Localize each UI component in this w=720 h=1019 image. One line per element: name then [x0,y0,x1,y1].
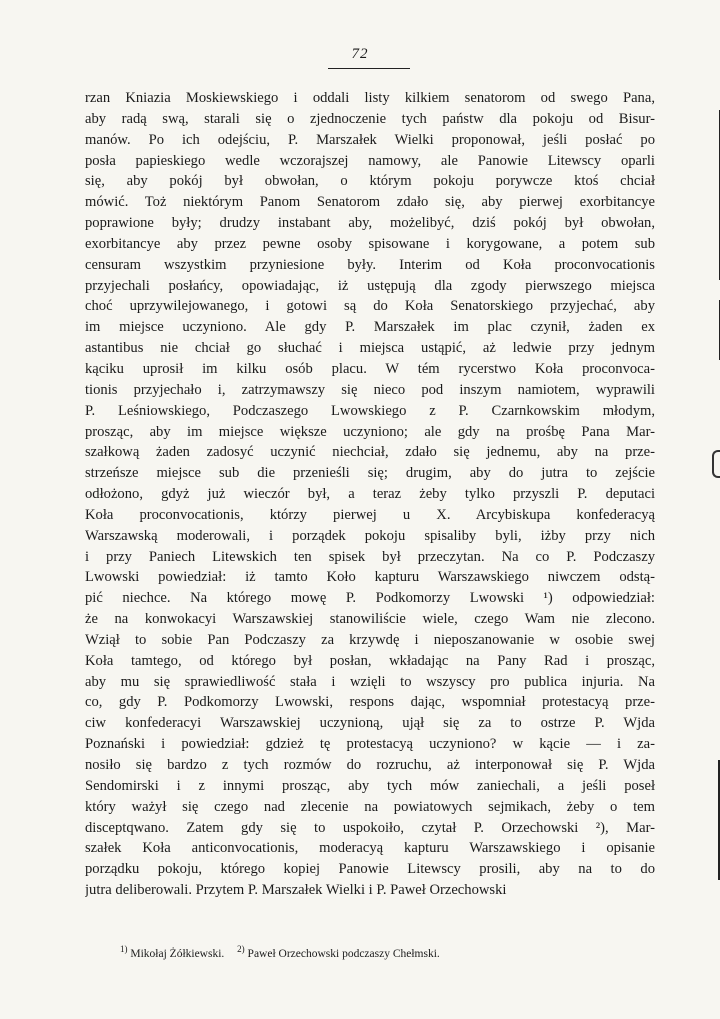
text-line: szałek Koła anticonvocationis, moderacyą kapturu Warszawskiego i opisanie [85,840,655,857]
body-text [85,88,655,901]
text-line: pić niechce. Na którego mowę P. Podkomorzy Lwowski ¹) odpowiedział: [85,590,655,607]
text-line: nosiło się bardzo z tych rozmów do rozruchu, aż interponował się P. Wjda [85,757,655,773]
text-line: censuram wszystkim przyniesione były. Interim od Koła proconvocationis [85,256,655,273]
page-edge-marks [714,0,720,1019]
text-line: choć uprzywilejowanego, i gotowi są do Koła Senatorskiego przyjechać, aby [85,298,655,315]
text-line: posła papieskiego wedle wczorajszej namowy, ale Panowie Litewscy oparli [85,152,655,169]
text-line: i przy Paniech Litewskich ten spisek był przeczytan. Na co P. Podczaszy [85,548,655,565]
text-line: przyjechali posłańcy, opowiadając, iż ustępują dla zgody pierwszego miejsca [85,277,655,294]
page-number: 72 [351,46,369,62]
text-line: Wziął to sobie Pan Podczaszy za krzywdę i nieposzanowanie w osobie swej [85,631,655,648]
text-line: Poznański i powiedział: gdzież tę protestacyą uczyniono? w kącie — i za- [85,736,655,753]
footnotes [120,944,640,960]
text-line: że na konwokacyi Warszawskiej stanowiliście wiele, czego Wam nie zlecono. [85,611,655,628]
text-line: szałkową żaden zadosyć uczynić niechciał, zdało się jednemu, aby na prze- [85,444,655,461]
text-line: Sendomirski i z innymi prosząc, aby tych mów zaniechali, a jeśli poseł [85,777,655,794]
footnote-1 [120,944,225,960]
text-line: porządku pokoju, którego kopiej Panowie Litewscy prosili, aby na to do [85,861,655,878]
binding-clip-mark [712,450,720,478]
footnote-1-text: Mikołaj Żółkiewski. [130,947,225,960]
text-line: prosząc, aby im miejsce większe uczyniono; ale gdy na prośbę Pana Mar- [85,423,655,440]
text-line: co, gdy P. Podkomorzy Lwowski, respons dając, wspomniał protestacyą prze- [85,694,655,711]
text-line: ciw konfederacyi Warszawskiej uczynioną, ujął się za to ostrze P. Wjda [85,715,655,732]
text-line: Lwowski powiedział: iż tamto Koło kapturu Warszawskiego niwczem odstą- [85,569,655,586]
page-number-rule [328,68,410,69]
footnote-2-text: Paweł Orzechowski podczaszy Chełmski. [247,947,440,960]
text-line: się, aby pokój był obwołan, o którym pokoju porywcze ktoś chciał [85,173,655,190]
text-line: kąciku uprosił im kilku osób placu. W tém rycerstwo Koła proconvoca- [85,360,655,377]
text-line: astantibus nie chciał go słuchać i miejsca ustąpić, aż ledwie przy jednym [85,340,655,357]
text-line: rzan Kniazia Moskiewskiego i oddali listy kilkiem senatorom od swego Pana, [85,90,655,106]
text-line: poprawione były; drudzy instabant aby, możelibyć, dziś pokój był obwołan, [85,215,655,232]
text-line: strzeńsze miejsce sub die przenieśli się; drugim, aby do jutra to zejście [85,465,655,482]
text-line: aby mu się sprawiedliwość stała i wzięli to wszyscy pro publica injuria. Na [85,673,655,690]
text-line: odłożono, gdyż już wieczór był, a teraz żeby tylko przyszli P. deputaci [85,486,655,503]
text-line: Koła proconvocationis, którzy pierwej u X. Arcybiskupa konfederacyą [85,506,655,523]
text-line: disceptqwano. Zatem gdy się to uspokoiło, czytał P. Orzechowski ²), Mar- [85,819,655,836]
text-line: P. Leśniowskiego, Podczaszego Lwowskiego z P. Czarnkowskim młodym, [85,402,655,419]
footnote-1-ref: 1) [120,944,128,954]
text-line: Koła tamtego, od którego był posłan, wkładając na Pany Rad i prosząc, [85,652,655,669]
text-line: exorbitancye aby przez pewne osoby spisowane i korygowane, a potem sub [85,235,655,252]
text-line: jutra deliberowali. Przytem P. Marszałek Wielki i P. Paweł Orzechowski [85,882,507,899]
text-line: mówić. Toż niektórym Panom Senatorom zdało się, aby pierwej exorbitancye [85,194,655,211]
text-line: aby radą swą, starali się o zjednoczenie tych państw dla pokoju od Bisur- [85,110,655,127]
text-line: im miejsce uczyniono. Ale gdy P. Marszałek im plac czynił, żaden ex [85,319,655,336]
text-line: który ważył się czego nad zlecenie na powiatowych sejmikach, żeby o tem [85,798,655,815]
footnote-2 [237,944,440,960]
text-line: tionis przyjechało i, zatrzymawszy się nieco pod inszym namiotem, wyprawili [85,381,655,398]
text-line: Warszawską moderowali, i porządek pokoju spisaliby byli, iżby przy nich [85,527,655,544]
text-line: manów. Po ich odejściu, P. Marszałek Wielki proponował, jeśli posłać po [85,131,655,148]
footnote-2-ref: 2) [237,944,245,954]
